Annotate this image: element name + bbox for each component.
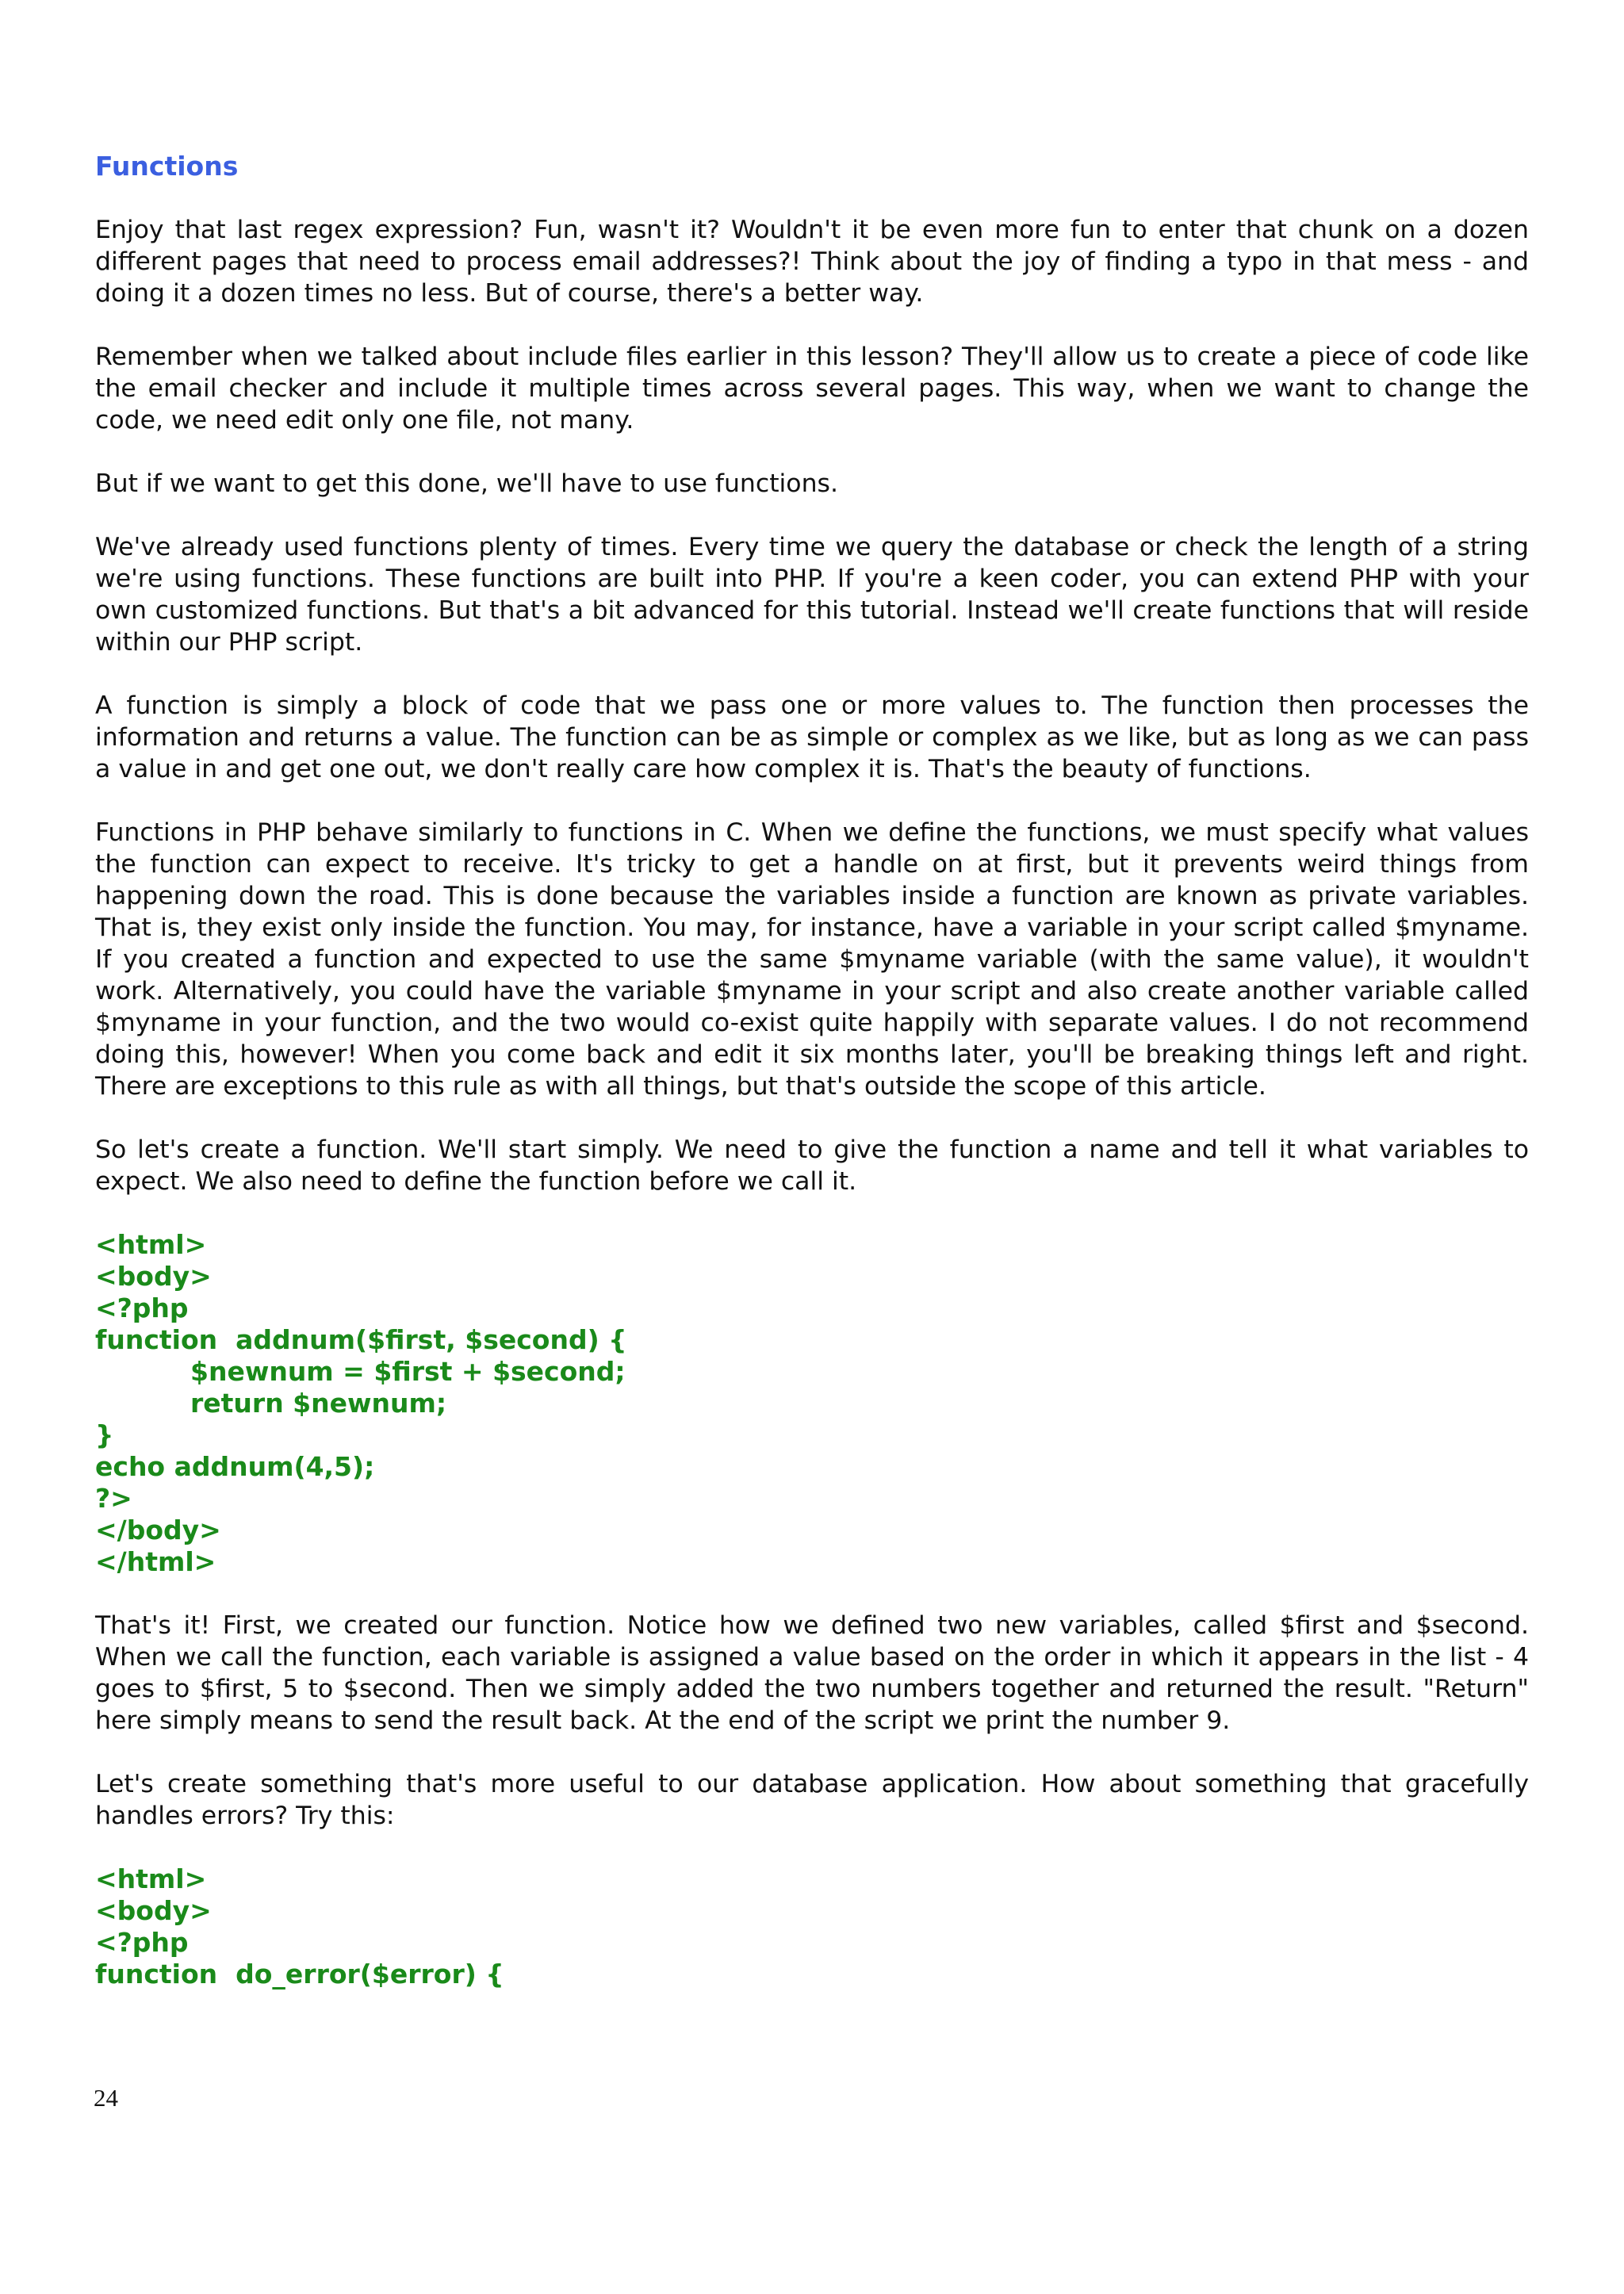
code-line: </body> — [95, 1515, 221, 1545]
code-line: <html> — [95, 1863, 207, 1894]
code-line: $newnum = $first + $second; — [190, 1356, 626, 1387]
code-line: <body> — [95, 1895, 212, 1926]
paragraph: We've already used functions plenty of times. Every time we query the database or check the length of a string we're using functions. These functions are built into PHP. If you're a keen coder, you can extend PHP with your own customized functions. But that's a bit advanced for this tutorial. Instead we'll create functions that will reside within our PHP script. — [95, 533, 1529, 657]
paragraph: A function is simply a block of code that we pass one or more values to. The function then processes the information and returns a value. The function can be as simple or complex as we like, but as long as we can pass a value in and get one out, we don't really care how complex it is. That's the beauty of functions. — [95, 691, 1529, 783]
code-line: echo addnum(4,5); — [95, 1451, 375, 1482]
code-line: ?> — [95, 1483, 132, 1514]
code-block-do-error — [95, 1863, 1529, 1990]
code-line: <?php — [95, 1927, 189, 1958]
page-number: 24 — [94, 2084, 118, 2112]
code-line: </html> — [95, 1546, 216, 1577]
document-page — [95, 151, 1529, 1990]
code-line: <?php — [95, 1293, 189, 1323]
code-line: function addnum($first, $second) { — [95, 1324, 627, 1355]
section-heading: Functions — [95, 151, 239, 182]
paragraph: So let's create a function. We'll start simply. We need to give the function a name and tell it what variables to expect. We also need to define the function before we call it. — [95, 1136, 1529, 1196]
code-line: <html> — [95, 1229, 207, 1260]
code-line: } — [95, 1419, 114, 1450]
paragraph: But if we want to get this done, we'll have to use functions. — [95, 469, 838, 498]
code-line: function do_error($error) { — [95, 1959, 504, 1990]
paragraph: Remember when we talked about include files earlier in this lesson? They'll allow us to create a piece of code like the email checker and include it multiple times across several pages. This way, when we want to change the code, we need edit only one file, not many. — [95, 343, 1529, 435]
code-line: <body> — [95, 1261, 212, 1292]
paragraph: That's it! First, we created our function. Notice how we defined two new variables, called $first and $second. When we call the function, each variable is assigned a value based on the order in which it appears in the list - 4 goes to $first, 5 to $second. Then we simply added the two numbers together and returned the result. "Return" here simply means to send the result back. At the end of the script we print the number 9. — [95, 1611, 1529, 1735]
code-block-addnum — [95, 1229, 1529, 1578]
paragraph: Functions in PHP behave similarly to functions in C. When we define the functions, we must specify what values the function can expect to receive. It's tricky to get a handle on at first, but it prevents weird things from happening down the road. This is done because the variables inside a function are known as private variables. That is, they exist only inside the function. You may, for instance, have a variable in your script called $myname. If you created a function and expected to use the same $myname variable (with the same value), it wouldn't work. Alternatively, you could have the variable $myname in your script and also create another variable called $myname in your function, and the two would co-exist quite happily with separate values. I do not recommend doing this, however! When you come back and edit it six months later, you'll be breaking things left and right. There are exceptions to this rule as with all things, but that's outside the scope of this article. — [95, 818, 1529, 1101]
code-line: return $newnum; — [190, 1388, 447, 1419]
paragraph: Let's create something that's more useful to our database application. How about something that gracefully handles errors? Try this: — [95, 1770, 1529, 1830]
paragraph: Enjoy that last regex expression? Fun, wasn't it? Wouldn't it be even more fun to enter that chunk on a dozen different pages that need to process email addresses?! Think about the joy of finding a typo in that mess - and doing it a dozen times no less. But of course, there's a better way. — [95, 216, 1529, 308]
